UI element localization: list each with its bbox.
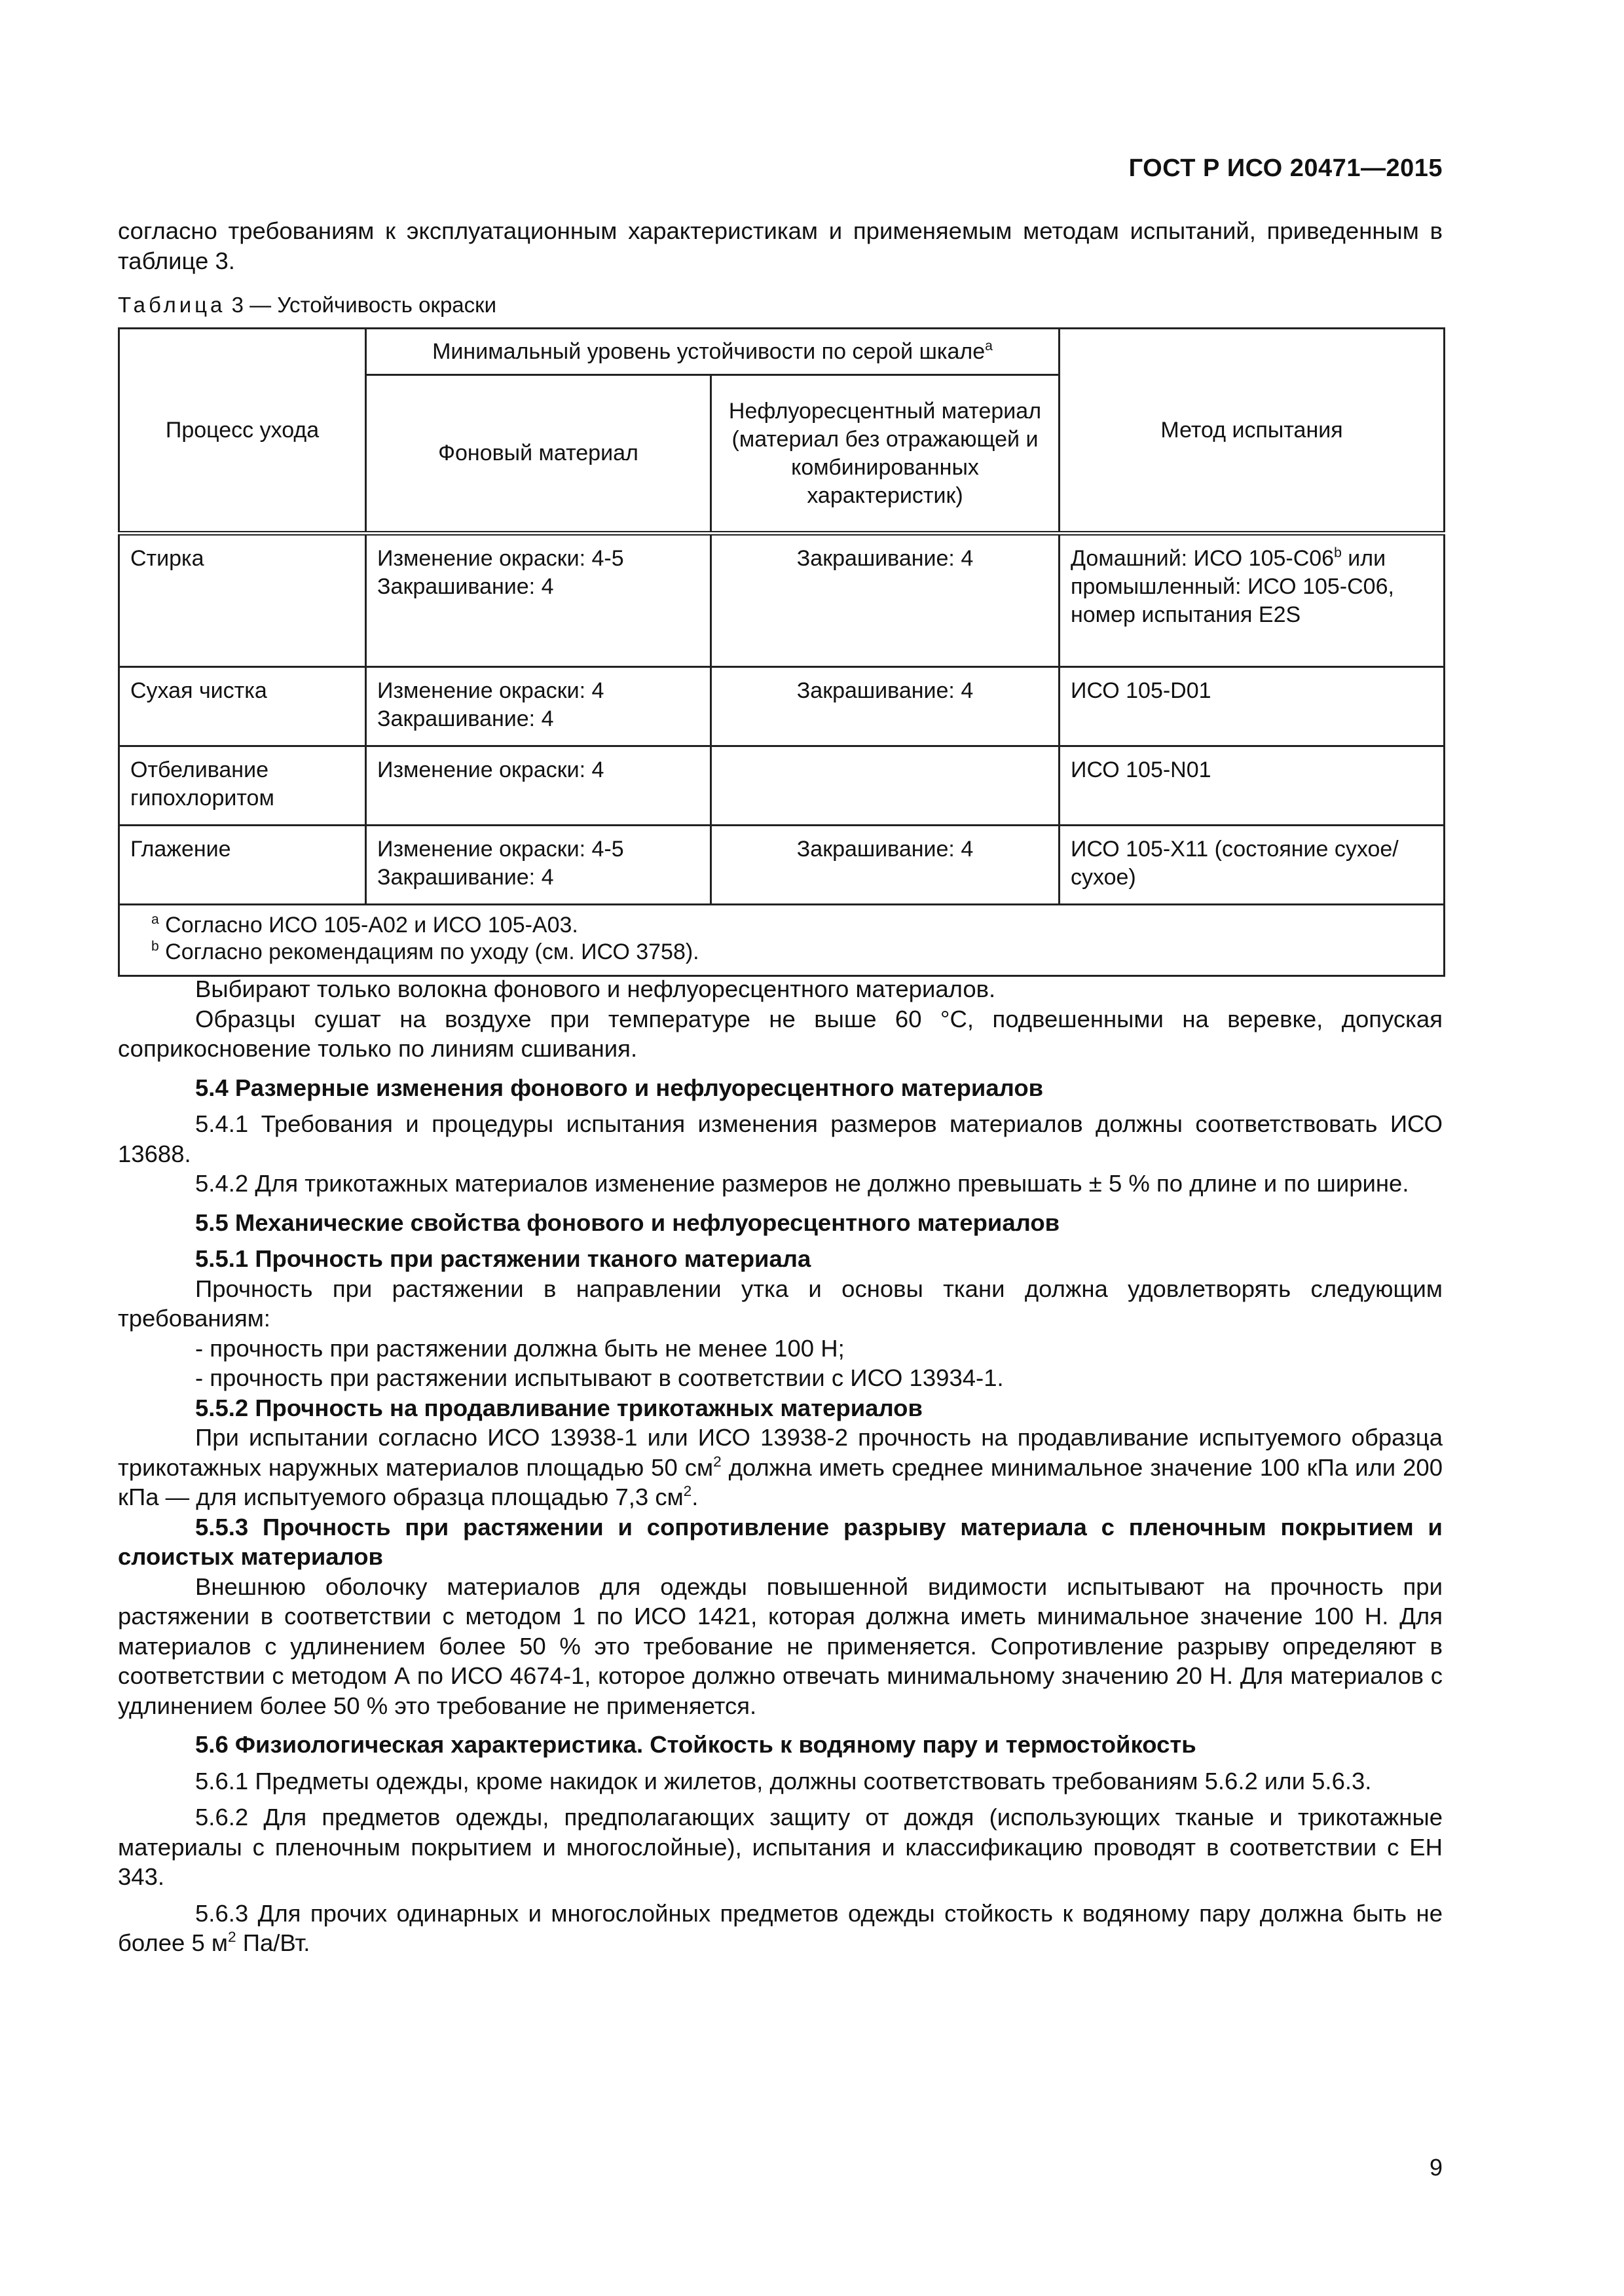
paragraph: Внешнюю оболочку материалов для одежды повышенной видимости испытывают на прочность при растяжении в соответствии с методом 1 по ИСО 1421, которая должна иметь минимальное значение 100 Н. Для материалов с удлинением более 50 % это требование не применяется. Сопротивление разрыву определяют в соответствии с методом А по ИСО 4674-1, которое должно отвечать минимальному значению 20 Н. Для материалов с удлинением более 50 % это требование не применяется.	[118, 1573, 1443, 1719]
subsection-heading: 5.5.1 Прочность при растяжении тканого материала	[195, 1245, 811, 1272]
section-heading: 5.6 Физиологическая характеристика. Стойкость к водяному пару и термостойкость	[195, 1731, 1196, 1758]
row-process: Глажение	[119, 826, 366, 905]
section-heading: 5.5 Механические свойства фонового и нефлуоресцентного материалов	[195, 1209, 1060, 1236]
row-nonfluo: Закрашивание: 4	[711, 534, 1060, 667]
row-background: Изменение окраски: 4-5 Закрашивание: 4	[366, 534, 711, 667]
main-body	[118, 974, 1443, 1958]
subsection-heading: 5.5.2 Прочность на продавливание трикотажных материалов	[195, 1394, 923, 1421]
footnote-b: $^b$ Согласно рекомендациям по уходу (см. ИСО 3758).	[151, 938, 699, 964]
paragraph: При испытании согласно ИСО 13938-1 или ИСО 13938-2 прочность на продавливание испытуемого образца трикотажных наружных материалов площадью 50 $см^2$ должна иметь среднее минимальное значение 100 кПа или 200 кПа — для испытуемого образца площадью 7,3 $см^2$.	[118, 1424, 1443, 1510]
paragraph: Образцы сушат на воздухе при температуре не выше 60 °C, подвешенными на веревке, допуская соприкосновение только по линиям сшивания.	[118, 1005, 1443, 1062]
row-background: Изменение окраски: 4	[366, 746, 711, 826]
list-item: - прочность при растяжении должна быть не менее 100 Н;	[195, 1334, 845, 1362]
paragraph: 5.6.1 Предметы одежды, кроме накидок и жилетов, должны соответствовать требованиям 5.6.2 или 5.6.3.	[195, 1767, 1372, 1795]
paragraph: Выбирают только волокна фонового и нефлуоресцентного материалов.	[195, 975, 996, 1002]
row-process: Стирка	[119, 534, 366, 667]
header-group: Минимальный уровень устойчивости по серой шкале$^a$	[366, 329, 1060, 375]
footnote-a: $^a$ Согласно ИСО 105-A02 и ИСО 105-A03.	[151, 911, 578, 938]
list-item: - прочность при растяжении испытывают в соответствии с ИСО 13934-1.	[195, 1364, 1004, 1391]
row-background: Изменение окраски: 4-5 Закрашивание: 4	[366, 826, 711, 905]
table-caption-label: Таблица	[118, 293, 226, 317]
row-process: Сухая чистка	[119, 667, 366, 746]
table-caption	[118, 292, 496, 318]
row-nonfluo: Закрашивание: 4	[711, 826, 1060, 905]
paragraph: 5.4.2 Для трикотажных материалов изменение размеров не должно превышать ± 5 % по длине и по ширине.	[195, 1170, 1409, 1197]
page-number: 9	[1429, 2154, 1443, 2181]
subsection-heading: 5.5.3 Прочность при растяжении и сопротивление разрыву материала с пленочным покрытием и слоистых материалов	[118, 1513, 1443, 1570]
table-footnotes	[119, 905, 1445, 976]
document-code: ГОСТ Р ИСО 20471—2015	[1128, 155, 1443, 182]
header-background: Фоновый материал	[366, 375, 711, 534]
row-method: ИСО 105-N01	[1060, 746, 1445, 826]
row-process: Отбеливание гипохлоритом	[119, 746, 366, 826]
row-method: ИСО 105-X11 (состояние сухое/сухое)	[1060, 826, 1445, 905]
row-method: ИСО 105-D01	[1060, 667, 1445, 746]
paragraph: Прочность при растяжении в направлении утка и основы ткани должна удовлетворять следующим требованиям:	[118, 1275, 1443, 1332]
row-method: Домашний: ИСО 105-C06$^b$ или промышленный: ИСО 105-C06, номер испытания E2S	[1060, 534, 1445, 667]
colorfastness-table	[118, 327, 1445, 977]
row-nonfluo	[711, 746, 1060, 826]
row-nonfluo: Закрашивание: 4	[711, 667, 1060, 746]
header-method: Метод испытания	[1060, 329, 1445, 534]
paragraph: 5.6.3 Для прочих одинарных и многослойных предметов одежды стойкость к водяному пару должна быть не более 5 $м^2$ Па/Вт.	[118, 1899, 1443, 1956]
table-caption-text: 3 — Устойчивость окраски	[231, 293, 497, 317]
section-heading: 5.4 Размерные изменения фонового и нефлуоресцентного материалов	[195, 1074, 1044, 1101]
paragraph: 5.6.2 Для предметов одежды, предполагающих защиту от дождя (использующих тканые и трикотажные материалы с пленочным покрытием и многослойные), испытания и классификацию проводят в соответствии с ЕН 343.	[118, 1804, 1443, 1890]
row-background: Изменение окраски: 4 Закрашивание: 4	[366, 667, 711, 746]
intro-paragraph	[118, 216, 1443, 276]
intro-text: согласно требованиям к эксплуатационным характеристикам и применяемым методам испытаний, приведенным в таблице 3.	[118, 217, 1443, 274]
paragraph: 5.4.1 Требования и процедуры испытания изменения размеров материалов должны соответствовать ИСО 13688.	[118, 1110, 1443, 1167]
header-nonfluo: Нефлуоресцентный материал (материал без отражающей и комбинированных характеристик)	[711, 375, 1060, 534]
header-process: Процесс ухода	[119, 329, 366, 534]
